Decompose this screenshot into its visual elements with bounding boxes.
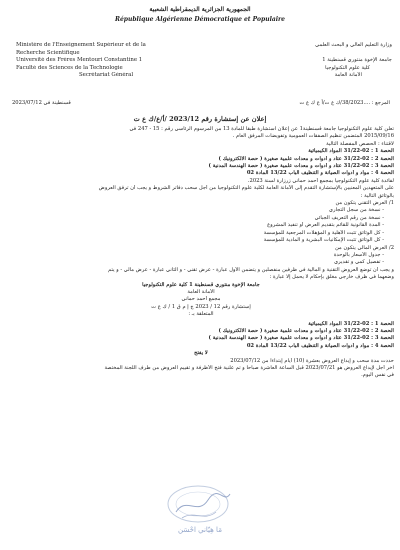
faculty-line: Faculté des Sciences de la Technologie xyxy=(16,64,123,71)
body-line: و يجب أن توضع العروض التقنية و المالية في ظرفين منفصلين و يتضمن الأول عبارة - عرض تقني - و الثاني عبارة - عرض مالي - و يتم xyxy=(108,266,394,273)
body-line: على المتعهدين المعنيين بالإستشارة التقدم إلى الأمانة العامة لكلية علوم التكنولوجيا من أجل سحب دفاتر الشروط و يجب أن ترفق العروض xyxy=(98,185,394,192)
signature-name: مَا هِيّاني احْسَن xyxy=(178,526,222,534)
university-line: Université des Frères Mentouri Constantine 1 xyxy=(16,57,143,64)
announcement-title: إعلان عن إستشارة رقم 2023/12 /أ/ع/ك ع ت xyxy=(133,115,267,123)
technical-offer-title: 1/ العرض التقني يتكون من xyxy=(335,200,394,207)
body-line: لفائدة كلية علوم التكنولوجيا بمجمع أحمد حماني زرزارة لسنة 2023. xyxy=(247,177,394,184)
lot-item-repeat: الحصة 3 : 02-31/22 عتاد و أدوات و معدات علمية صغيرة ( حصة الهندسة المدنية ) xyxy=(208,335,394,342)
closing-line: آخر أجل لإيداع العروض هو 2023/07/21 قبل الساعة العاشرة صباحا و تم علنية فتح الأظرفة و تقييم العروض من طرف اللجنة المختصة xyxy=(104,365,394,371)
body-line: لاقتناء : الحصص المفصلة التالية xyxy=(326,140,394,147)
lot-item-repeat: الحصة 2 : 02-31/22 عتاد و أدوات و معدات علمية صغيرة ( حصة الالكترونيك ) xyxy=(218,327,394,334)
envelope-line: جامعة الإخوة منتوري قسنطينة 1 كلية علوم التكنولوجيا xyxy=(142,281,260,288)
ministry-block-french xyxy=(16,42,196,80)
body-line: 2015/09/16 المتضمن تنظيم الصفقات العمومية وتفويضات المرفق العام . xyxy=(232,133,394,140)
reference-number: المرجع : ....38/2023/ك ع ت/أ ع ك ع ت xyxy=(299,100,390,106)
date-reference: قسنطينة في 2023/07/12 xyxy=(12,100,71,106)
lot-item: الحصة 2 : 02-31/22 عتاد و أدوات و معدات علمية صغيرة ( حصة الالكترونيك ) xyxy=(218,155,394,162)
ministry-block-arabic xyxy=(212,42,392,80)
do-not-open-label: لا يفتح xyxy=(194,350,208,357)
ministry-line: وزارة التعليم العالي و البحث العلمي xyxy=(315,42,392,48)
faculty-line: كلية علوم التكنولوجيا xyxy=(325,64,370,71)
financial-offer-item: - جدول الأسعار بالوحدة xyxy=(333,251,384,258)
lot-item-repeat: الحصة 4 : مواد و أدوات الصيانة و التنظيف الباب 13/22 المادة 02 xyxy=(246,342,394,349)
lot-item: الحصة 1 : 02-31/22 المواد الكيميائية xyxy=(308,148,394,155)
lot-item: الحصة 3 : 02-31/22 عتاد و أدوات و معدات علمية صغيرة ( حصة الهندسة المدنية ) xyxy=(208,163,394,170)
ministry-line xyxy=(212,50,392,58)
announcement-body xyxy=(8,126,394,380)
envelope-line: الأمانة العامة xyxy=(187,288,215,295)
closing-line: في نفس اليوم. xyxy=(361,372,394,379)
closing-line: حددت مدة سحب و إيداع العروض بعشرة (10) أيام إبتداءا من 2023/07/12 xyxy=(230,357,394,364)
financial-offer-title: 2/ العرض المالي يتكون من xyxy=(335,244,394,251)
technical-offer-item: - نسخة من رقم التعريف الجبائي xyxy=(314,214,384,221)
ministry-line: Recherche Scientifique xyxy=(16,49,80,56)
lot-item-repeat: الحصة 1 : 02-31/22 المواد الكيميائية xyxy=(308,320,394,327)
official-stamp-signature xyxy=(150,482,250,538)
university-line: جامعة الإخوة منتوري قسنطينة 1 xyxy=(322,57,392,64)
lot-item: الحصة 4 : مواد و أدوات الصيانة و التنظيف الباب 13/22 المادة 02 xyxy=(246,170,394,177)
secretariat-line: الأمانة العامة xyxy=(334,72,362,79)
technical-offer-item: - نسخة من سجل التجاري xyxy=(329,207,384,214)
technical-offer-item: - كل الوثائق تثبت الأهلية و المؤهلات المرجعية للمؤسسة xyxy=(263,229,384,236)
envelope-line: مجمع أحمد حماني xyxy=(181,296,221,303)
envelope-line: إستشارة رقم 12 / 2023 ج إ م ق 1 / ك ع ت xyxy=(151,303,251,310)
ministry-line: Ministère de l'Enseignement Supérieur et de la xyxy=(16,42,146,48)
republic-french: République Algérienne Démocratique et Populaire xyxy=(114,16,285,23)
technical-offer-item: - كل الوثائق تثبت الإمكانيات البشرية و المادية للمؤسسة xyxy=(263,237,384,244)
envelope-line: المتعلقة بـ : xyxy=(188,311,214,318)
republic-arabic: الجمهورية الجزائرية الديمقراطية الشعبية xyxy=(149,6,251,13)
secretariat-line: Secrétariat Général xyxy=(78,72,134,79)
body-line: تعلن كلية علوم التكنولوجيا جامعة قسنطينة1 عن إعلان استشارة طبقا للمادة 13 من المرسوم الرئاسي رقم : 15 - 247 في xyxy=(129,126,394,132)
body-line: بالوثائق التالية : xyxy=(360,192,394,199)
body-line: وضعهما في ظرف خارجي مغلق بإحكام لا يحمل إلا عبارة : xyxy=(269,274,394,281)
technical-offer-item: - المدة القانونية للقائم بتقديم العرض أو تنفيذ المشروع xyxy=(267,222,384,229)
financial-offer-item: - تفصيل كمي و تقديري xyxy=(334,259,384,266)
